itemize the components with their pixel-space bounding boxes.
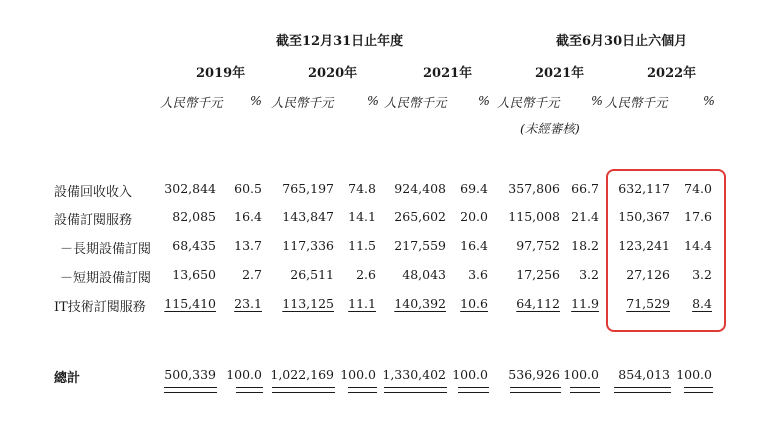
table-cell: 14.4 [684,238,712,253]
table-cell: 16.4 [234,209,262,224]
row-label-subscription: 設備訂閱服務 [54,213,133,228]
table-cell: 20.0 [460,209,488,224]
table-cell: 100.0 [563,367,599,382]
total-double-rule [348,387,377,393]
table-cell: 64,112 [516,296,560,311]
table-cell: 924,408 [394,181,446,196]
year-2021-half: 2021年 [535,66,585,81]
table-cell: 100.0 [452,367,488,382]
table-cell: 17,256 [516,267,560,282]
total-double-rule [384,387,447,393]
group-header-year: 截至12月31日止年度 [276,34,404,49]
unit-rmb-4: 人民幣千元 [497,95,560,110]
table-cell: 11.9 [571,296,599,311]
table-cell: 115,410 [164,296,216,311]
total-label: 總計 [54,371,81,386]
year-2022-half: 2022年 [647,66,697,81]
table-cell: 21.4 [571,209,599,224]
highlight-box-2022 [606,169,726,332]
table-cell: 117,336 [282,238,334,253]
total-double-rule [570,387,600,393]
unit-pct-1: % [250,93,262,108]
year-2020: 2020年 [308,66,358,81]
table-cell: 113,125 [282,296,334,311]
table-cell: 26,511 [290,267,334,282]
total-double-rule [236,387,263,393]
table-cell: 14.1 [348,209,376,224]
group-header-half: 截至6月30日止六個月 [556,34,688,49]
table-cell: 302,844 [164,181,216,196]
table-cell: 100.0 [226,367,262,382]
unit-pct-5: % [703,93,715,108]
table-cell: 632,117 [618,181,670,196]
total-double-rule [614,387,671,393]
table-cell: 13,650 [172,267,216,282]
table-cell: 3.6 [468,267,488,282]
table-cell: 265,602 [394,209,446,224]
table-cell: 17.6 [684,209,712,224]
year-2021: 2021年 [423,66,473,81]
unit-rmb-3: 人民幣千元 [384,95,447,110]
table-cell: 1,330,402 [382,367,446,382]
table-cell: 150,367 [618,209,670,224]
table-cell: 1,022,169 [270,367,334,382]
table-cell: 66.7 [571,181,599,196]
table-cell: 27,126 [626,267,670,282]
table-cell: 140,392 [394,296,446,311]
year-2019: 2019年 [196,66,246,81]
table-cell: 143,847 [282,209,334,224]
table-cell: 71,529 [626,296,670,311]
total-double-rule [164,387,217,393]
table-cell: 18.2 [571,238,599,253]
total-double-rule [458,387,489,393]
table-cell: 11.1 [348,296,376,311]
table-cell: 3.2 [579,267,599,282]
unaudited-note: (未經審核) [520,121,580,136]
table-cell: 97,752 [516,238,560,253]
table-cell: 10.6 [460,296,488,311]
table-cell: 23.1 [234,296,262,311]
table-cell: 100.0 [340,367,376,382]
table-cell: 82,085 [172,209,216,224]
row-label-it-service: IT技術訂閱服務 [54,300,146,315]
total-double-rule [510,387,561,393]
row-label-short-term: －短期設備訂閱 [60,271,152,286]
table-cell: 69.4 [460,181,488,196]
table-cell: 60.5 [234,181,262,196]
table-cell: 13.7 [234,238,262,253]
unit-pct-2: % [367,93,379,108]
table-cell: 115,008 [508,209,560,224]
row-label-recycling: 設備回收收入 [54,185,133,200]
table-cell: 500,339 [164,367,216,382]
table-cell: 74.8 [348,181,376,196]
table-cell: 16.4 [460,238,488,253]
total-double-rule [684,387,713,393]
unit-rmb-1: 人民幣千元 [160,95,223,110]
table-cell: 217,559 [394,238,446,253]
table-cell: 536,926 [508,367,560,382]
unit-pct-4: % [591,93,603,108]
table-cell: 11.5 [348,238,376,253]
table-cell: 357,806 [508,181,560,196]
table-cell: 123,241 [618,238,670,253]
table-cell: 765,197 [282,181,334,196]
table-cell: 48,043 [402,267,446,282]
table-cell: 8.4 [692,296,712,311]
unit-rmb-2: 人民幣千元 [271,95,334,110]
table-cell: 68,435 [172,238,216,253]
table-cell: 100.0 [676,367,712,382]
table-cell: 2.7 [242,267,262,282]
table-cell: 2.6 [356,267,376,282]
table-cell: 3.2 [692,267,712,282]
table-cell: 854,013 [618,367,670,382]
unit-pct-3: % [478,93,490,108]
total-double-rule [272,387,335,393]
unit-rmb-5: 人民幣千元 [605,95,668,110]
row-label-long-term: －長期設備訂閱 [60,242,152,257]
table-cell: 74.0 [684,181,712,196]
